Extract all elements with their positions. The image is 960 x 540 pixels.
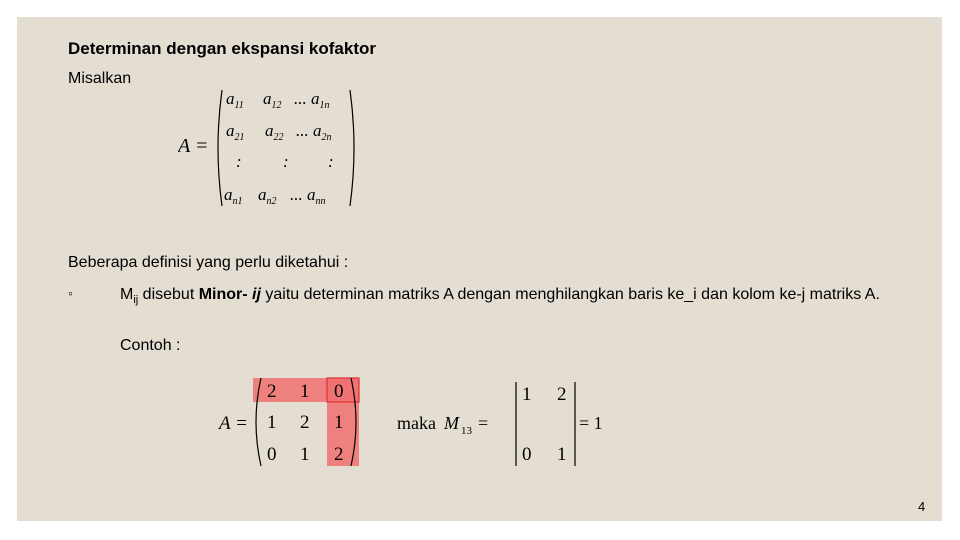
minor-cell-2-2: 1 <box>557 444 567 465</box>
example-label: Contoh : <box>120 337 181 354</box>
cell-an1: $a_{n1}$ <box>224 185 243 207</box>
def-rest: yaitu determinan matriks A dengan menghilangkan baris ke_i dan kolom ke-j matriks A. <box>260 286 880 303</box>
definitions-heading: Beberapa definisi yang perlu diketahui : <box>68 254 349 271</box>
ex-cell-3-2: 1 <box>300 444 310 465</box>
minor-sub: 13 <box>461 425 472 437</box>
cell-vdots-3: : <box>328 152 334 171</box>
cell-a22: $a_{22}$ <box>265 121 284 143</box>
slide-title: Determinan dengan ekspansi kofaktor <box>68 39 376 58</box>
ex-cell-1-1: 2 <box>267 381 277 402</box>
cell-vdots-2: : <box>283 152 289 171</box>
minor-cell-1-1: 1 <box>522 384 532 405</box>
def-bold: Minor- <box>198 286 253 303</box>
ex-cell-3-3: 2 <box>334 444 344 465</box>
def-sub: ij <box>133 294 139 307</box>
cell-ann: ... $a_{nn}$ <box>290 185 326 207</box>
ex-cell-1-3: 0 <box>334 381 344 402</box>
minor-eq: = <box>478 413 489 433</box>
ex-cell-3-1: 0 <box>267 444 277 465</box>
ex-cell-2-3: 1 <box>334 412 344 433</box>
def-mid: disebut <box>138 286 199 303</box>
cell-a11: $a_{11}$ <box>226 89 244 111</box>
right-paren <box>350 90 354 206</box>
def-bold-italic: ij <box>252 286 261 303</box>
matrix-a-lhs: A = <box>178 135 209 157</box>
minor-example <box>215 372 615 472</box>
maka-text: maka <box>397 413 436 433</box>
minor-cell-1-2: 2 <box>557 384 567 405</box>
page-number: 4 <box>918 499 926 514</box>
matrix-a-definition <box>178 84 368 212</box>
minor-definition <box>120 284 910 311</box>
misalkan-label: Misalkan <box>68 70 132 87</box>
ex-cell-1-2: 1 <box>300 381 310 402</box>
cell-vdots-1: : <box>236 152 242 171</box>
example-lhs: A = <box>219 413 248 434</box>
minor-result: = 1 <box>579 413 603 433</box>
def-m: M <box>120 286 134 303</box>
minor-cell-2-1: 0 <box>522 444 532 465</box>
minor-label: M <box>444 413 459 433</box>
ex-cell-2-2: 2 <box>300 412 310 433</box>
cell-a1n: ... $a_{1n}$ <box>294 89 330 111</box>
cell-a12: $a_{12}$ <box>263 89 282 111</box>
ex-cell-2-1: 1 <box>267 412 277 433</box>
cell-an2: $a_{n2}$ <box>258 185 277 207</box>
bullet-marker: ◦ <box>68 285 73 301</box>
cell-a2n: ... $a_{2n}$ <box>296 121 332 143</box>
cell-a21: $a_{21}$ <box>226 121 245 143</box>
left-paren <box>218 90 222 206</box>
